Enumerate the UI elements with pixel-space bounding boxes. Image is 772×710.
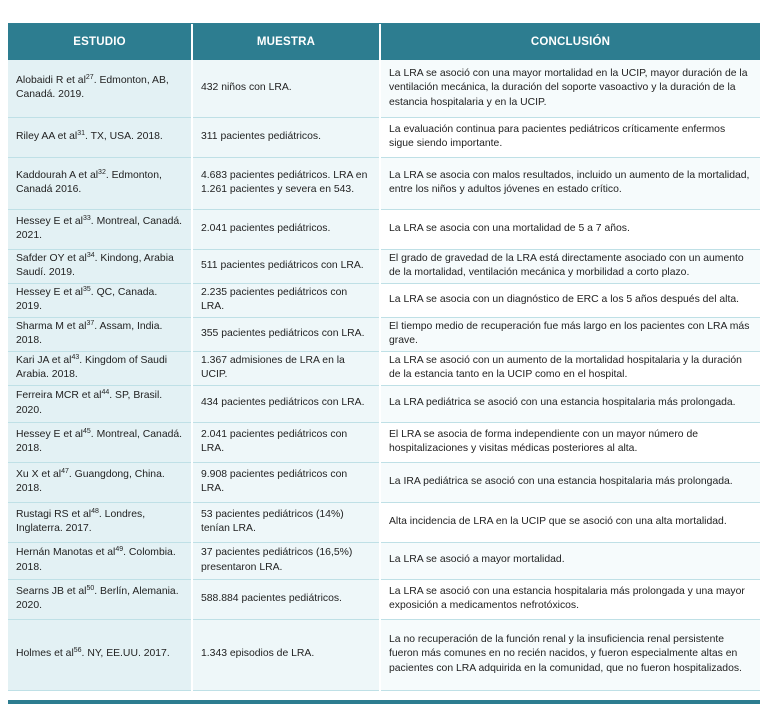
study-cell bbox=[8, 351, 192, 385]
study-cell bbox=[8, 422, 192, 462]
study-author: Alobaidi R et al bbox=[16, 74, 86, 86]
header-conclusion: CONCLUSIÓN bbox=[380, 24, 760, 60]
study-author: Riley AA et al bbox=[16, 130, 78, 142]
studies-table bbox=[8, 24, 760, 691]
study-author: Searns JB et al bbox=[16, 585, 87, 597]
conclusion-cell: El grado de gravedad de la LRA está directamente asociado con un aumento de la mortalidad, ventilación mecánica y morbilidad a corto plazo. bbox=[380, 249, 760, 283]
study-author: Rustagi RS et al bbox=[16, 508, 92, 520]
reference-number: 27 bbox=[85, 73, 94, 81]
conclusion-cell: Alta incidencia de LRA en la UCIP que se asoció con una alta mortalidad. bbox=[380, 502, 760, 542]
table-row bbox=[8, 157, 760, 209]
conclusion-cell: La IRA pediátrica se asoció con una estancia hospitalaria más prolongada. bbox=[380, 462, 760, 502]
study-cell bbox=[8, 117, 192, 157]
study-author: Hessey E et al bbox=[16, 428, 83, 440]
study-author: Xu X et al bbox=[16, 468, 62, 480]
conclusion-cell: La LRA se asoció a mayor mortalidad. bbox=[380, 542, 760, 579]
table-row bbox=[8, 579, 760, 619]
study-author: Sharma M et al bbox=[16, 320, 87, 332]
study-place-year: . Montreal, Canadá. 2018. bbox=[16, 428, 183, 454]
table-row bbox=[8, 117, 760, 157]
table-row bbox=[8, 317, 760, 351]
header-muestra: MUESTRA bbox=[192, 24, 380, 60]
sample-cell: 37 pacientes pediátricos (16,5%) presentaron LRA. bbox=[192, 542, 380, 579]
study-place-year: . Edmonton, AB, Canadá. 2019. bbox=[16, 74, 169, 101]
table-row bbox=[8, 502, 760, 542]
sample-cell: 2.235 pacientes pediátricos con LRA. bbox=[192, 283, 380, 317]
reference-number: 44 bbox=[101, 389, 110, 396]
table-row bbox=[8, 351, 760, 385]
study-cell bbox=[8, 619, 192, 690]
study-cell bbox=[8, 60, 192, 117]
sample-cell: 434 pacientes pediátricos con LRA. bbox=[192, 385, 380, 422]
sample-cell: 511 pacientes pediátricos con LRA. bbox=[192, 249, 380, 283]
study-place-year: . Kindong, Arabia Saudí. 2019. bbox=[16, 252, 174, 278]
table-row bbox=[8, 462, 760, 502]
table-row bbox=[8, 385, 760, 422]
study-place-year: . Montreal, Canadá. 2021. bbox=[16, 215, 183, 241]
study-cell bbox=[8, 249, 192, 283]
study-cell bbox=[8, 157, 192, 209]
conclusion-cell: El LRA se asocia de forma independiente con un mayor número de hospitalizaciones y visitas médicas posteriores al alta. bbox=[380, 422, 760, 462]
study-author: Ferreira MCR et al bbox=[16, 390, 102, 401]
bottom-rule bbox=[8, 700, 760, 704]
study-author: Hessey E et al bbox=[16, 286, 83, 298]
reference-number: 31 bbox=[77, 129, 86, 137]
reference-number: 45 bbox=[83, 427, 91, 435]
reference-number: 43 bbox=[71, 353, 80, 361]
sample-cell: 53 pacientes pediátricos (14%) tenían LRA. bbox=[192, 502, 380, 542]
studies-table-container bbox=[8, 24, 760, 691]
table-row bbox=[8, 249, 760, 283]
reference-number: 33 bbox=[83, 214, 91, 222]
sample-cell: 311 pacientes pediátricos. bbox=[192, 117, 380, 157]
conclusion-cell: El tiempo medio de recuperación fue más largo en los pacientes con LRA más grave. bbox=[380, 317, 760, 351]
header-estudio: ESTUDIO bbox=[8, 24, 192, 60]
conclusion-cell: La no recuperación de la función renal y la insuficiencia renal persistente fueron más comunes en no recién nacidos, y fueron especialmente altas en pacientes con LRA adquirida en la comunidad, que no fueron hospitalizados. bbox=[380, 619, 760, 690]
study-place-year: . Edmonton, Canadá 2016. bbox=[16, 169, 162, 195]
sample-cell: 2.041 pacientes pediátricos con LRA. bbox=[192, 422, 380, 462]
study-cell bbox=[8, 462, 192, 502]
study-author: Kari JA et al bbox=[16, 354, 72, 366]
table-row bbox=[8, 542, 760, 579]
reference-number: 49 bbox=[115, 546, 124, 553]
table-row bbox=[8, 422, 760, 462]
sample-cell: 355 pacientes pediátricos con LRA. bbox=[192, 317, 380, 351]
conclusion-cell: La LRA se asoció con una mayor mortalidad en la UCIP, mayor duración de la ventilación mecánica, la duración del soporte vasoactivo y la duración de la estancia hospitalaria y en la UCIP. bbox=[380, 60, 760, 117]
study-cell bbox=[8, 283, 192, 317]
reference-number: 48 bbox=[91, 507, 99, 515]
reference-number: 35 bbox=[83, 285, 91, 293]
sample-cell: 4.683 pacientes pediátricos. LRA en 1.261 pacientes y severa en 543. bbox=[192, 157, 380, 209]
reference-number: 50 bbox=[86, 584, 95, 592]
study-cell bbox=[8, 209, 192, 249]
study-cell bbox=[8, 317, 192, 351]
table-row bbox=[8, 283, 760, 317]
study-cell bbox=[8, 502, 192, 542]
conclusion-cell: La LRA se asocia con una mortalidad de 5 a 7 años. bbox=[380, 209, 760, 249]
conclusion-cell: La evaluación continua para pacientes pediátricos críticamente enfermos sigue siendo importante. bbox=[380, 117, 760, 157]
study-place-year: . TX, USA. 2018. bbox=[85, 130, 163, 142]
study-place-year: . Berlín, Alemania. 2020. bbox=[16, 585, 179, 611]
sample-cell: 432 niños con LRA. bbox=[192, 60, 380, 117]
sample-cell: 1.367 admisiones de LRA en la UCIP. bbox=[192, 351, 380, 385]
sample-cell: 9.908 pacientes pediátricos con LRA. bbox=[192, 462, 380, 502]
study-author: Hessey E et al bbox=[16, 215, 83, 227]
table-row bbox=[8, 209, 760, 249]
study-place-year: . QC, Canada. 2019. bbox=[16, 286, 158, 312]
study-cell bbox=[8, 579, 192, 619]
sample-cell: 1.343 episodios de LRA. bbox=[192, 619, 380, 690]
conclusion-cell: La LRA se asoció con un aumento de la mortalidad hospitalaria y la duración de la estancia tanto en la UCIP como en el hospital. bbox=[380, 351, 760, 385]
table-header-row bbox=[8, 24, 760, 60]
conclusion-cell: La LRA pediátrica se asoció con una estancia hospitalaria más prolongada. bbox=[380, 385, 760, 422]
reference-number: 56 bbox=[73, 647, 82, 655]
study-author: Kaddourah A et al bbox=[16, 169, 99, 181]
conclusion-cell: La LRA se asocia con malos resultados, incluido un aumento de la mortalidad, entre los niños y adultos jóvenes en estado crítico. bbox=[380, 157, 760, 209]
reference-number: 32 bbox=[98, 168, 106, 176]
table-row bbox=[8, 60, 760, 117]
study-author: Hernán Manotas et al bbox=[16, 547, 116, 558]
reference-number: 37 bbox=[86, 319, 95, 327]
study-author: Safder OY et al bbox=[16, 252, 87, 264]
study-cell bbox=[8, 542, 192, 579]
conclusion-cell: La LRA se asocia con un diagnóstico de ERC a los 5 años después del alta. bbox=[380, 283, 760, 317]
sample-cell: 588.884 pacientes pediátricos. bbox=[192, 579, 380, 619]
study-place-year: . Kingdom of Saudi Arabia. 2018. bbox=[16, 354, 168, 380]
reference-number: 47 bbox=[61, 467, 69, 475]
table-row bbox=[8, 619, 760, 690]
study-cell bbox=[8, 385, 192, 422]
study-place-year: . Londres, Inglaterra. 2017. bbox=[16, 508, 146, 534]
study-place-year: . Colombia. 2018. bbox=[16, 547, 176, 573]
sample-cell: 2.041 pacientes pediátricos. bbox=[192, 209, 380, 249]
study-place-year: . Assam, India. 2018. bbox=[16, 320, 163, 346]
study-author: Holmes et al bbox=[16, 648, 74, 660]
study-place-year: . NY, EE.UU. 2017. bbox=[81, 648, 170, 660]
reference-number: 34 bbox=[86, 251, 95, 259]
study-place-year: . SP, Brasil. 2020. bbox=[16, 390, 163, 416]
study-place-year: . Guangdong, China. 2018. bbox=[16, 468, 165, 494]
conclusion-cell: La LRA se asoció con una estancia hospitalaria más prolongada y una mayor exposición a medicamentos nefrotóxicos. bbox=[380, 579, 760, 619]
